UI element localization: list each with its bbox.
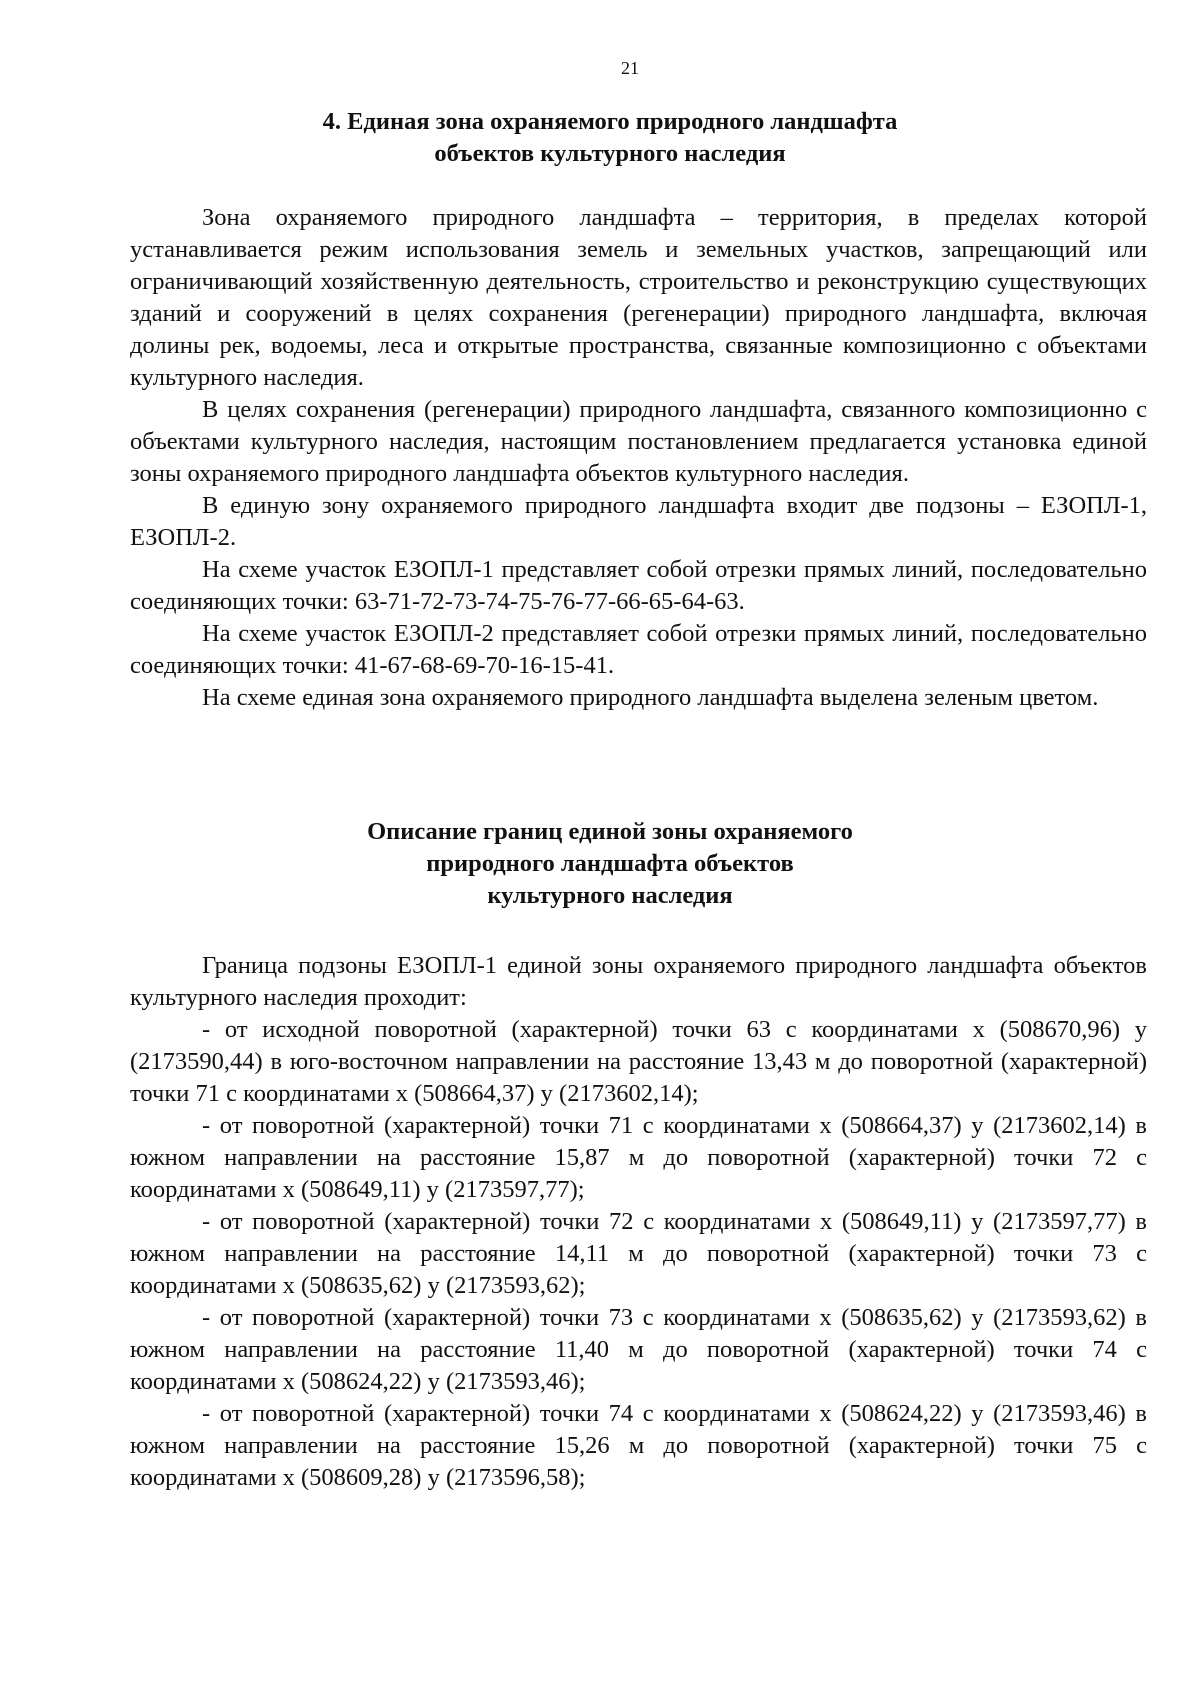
intro-text [130, 202, 1147, 714]
description-heading-line: природного ландшафта объектов [426, 850, 794, 877]
paragraph: На схеме участок ЕЗОПЛ-2 представляет собой отрезки прямых линий, последовательно соединяющих точки: 41-67-68-69-70-16-15-41. [130, 620, 1147, 679]
section-heading-line: объектов культурного наследия [434, 140, 786, 167]
boundary-description [130, 950, 1147, 1494]
description-heading-line: Описание границ единой зоны охраняемого [367, 818, 853, 845]
section-heading-line: 4. Единая зона охраняемого природного ландшафта [322, 108, 898, 135]
page-number: 21 [621, 58, 639, 78]
boundary-segment: - от поворотной (характерной) точки 73 с координатами х (508635,62) у (2173593,62) в южном направлении на расстояние 11,40 м до поворотной (характерной) точки 74 с координатами х (508624,22) у (2173593,46); [130, 1304, 1147, 1395]
boundary-segment: - от поворотной (характерной) точки 71 с координатами х (508664,37) у (2173602,14) в южном направлении на расстояние 15,87 м до поворотной (характерной) точки 72 с координатами х (508649,11) у (2173597,77); [130, 1112, 1147, 1203]
boundary-segment: - от поворотной (характерной) точки 72 с координатами х (508649,11) у (2173597,77) в южном направлении на расстояние 14,11 м до поворотной (характерной) точки 73 с координатами х (508635,62) у (2173593,62); [130, 1208, 1147, 1299]
paragraph: Зона охраняемого природного ландшафта – территория, в пределах которой устанавливается режим использования земель и земельных участков, запрещающий или ограничивающий хозяйственную деятельность, строительство и реконструкцию существующих зданий и сооружений в целях сохранения (регенерации) природного ландшафта, включая долины рек, водоемы, леса и открытые пространства, связанные композиционно с объектами культурного наследия. [130, 204, 1147, 391]
paragraph: На схеме участок ЕЗОПЛ-1 представляет собой отрезки прямых линий, последовательно соединяющих точки: 63-71-72-73-74-75-76-77-66-65-64-63. [130, 556, 1147, 615]
section-heading [10, 106, 1200, 170]
paragraph: В единую зону охраняемого природного ландшафта входит две подзоны – ЕЗОПЛ-1, ЕЗОПЛ-2. [130, 492, 1147, 551]
paragraph: В целях сохранения (регенерации) природного ландшафта, связанного композиционно с объектами культурного наследия, настоящим постановлением предлагается установка единой зоны охраняемого природного ландшафта объектов культурного наследия. [130, 396, 1147, 487]
description-heading [10, 816, 1200, 912]
boundary-segment: - от исходной поворотной (характерной) точки 63 с координатами х (508670,96) у (2173590,44) в юго-восточном направлении на расстояние 13,43 м до поворотной (характерной) точки 71 с координатами х (508664,37) у (2173602,14); [130, 1016, 1147, 1107]
paragraph: Граница подзоны ЕЗОПЛ-1 единой зоны охраняемого природного ландшафта объектов культурного наследия проходит: [130, 952, 1147, 1011]
description-heading-line: культурного наследия [487, 882, 733, 909]
paragraph: На схеме единая зона охраняемого природного ландшафта выделена зеленым цветом. [202, 684, 1099, 711]
boundary-segment: - от поворотной (характерной) точки 74 с координатами х (508624,22) у (2173593,46) в южном направлении на расстояние 15,26 м до поворотной (характерной) точки 75 с координатами х (508609,28) у (2173596,58); [130, 1400, 1147, 1491]
